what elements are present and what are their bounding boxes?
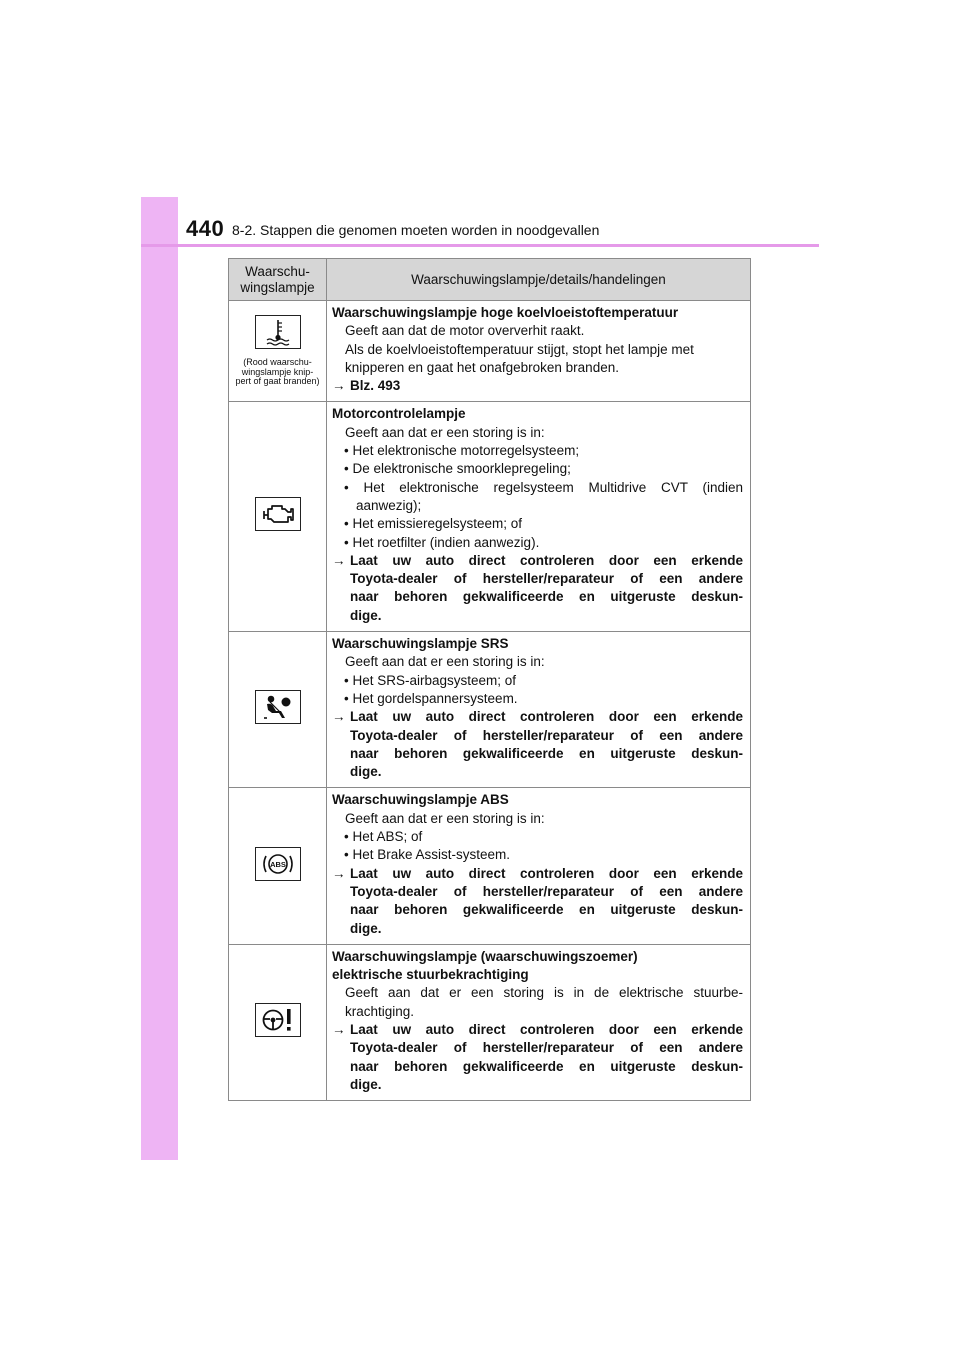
srs-airbag-icon	[255, 690, 301, 724]
description-line: Geeft aan dat er een storing is in de elektrische stuurbe-	[345, 985, 743, 1001]
arrow-icon: →	[332, 378, 346, 394]
header-divider	[141, 244, 819, 247]
coolant-temperature-icon	[255, 315, 301, 349]
list-item: • Het ABS; of	[344, 829, 423, 845]
action-line: → Laat uw auto direct controleren door een erkende Toyota-dealer of hersteller/reparateur of een andere naar behoren gekwalificeerde en uitgeruste deskun- dige.	[332, 1021, 743, 1094]
list-item: • Het emissieregelsysteem; of	[344, 516, 523, 532]
list-item: • Het roetfilter (indien aanwezig).	[344, 534, 540, 550]
icon-cell	[229, 944, 327, 1100]
arrow-icon: →	[332, 865, 346, 881]
action-line: → Laat uw auto direct controleren door een erkende Toyota-dealer of hersteller/reparateur of een andere naar behoren gekwalificeerde en uitgeruste deskun- dige.	[332, 865, 743, 938]
arrow-icon: →	[332, 1021, 346, 1037]
action-line: → Laat uw auto direct controleren door een erkende Toyota-dealer of hersteller/reparateur of een andere naar behoren gekwalificeerde en uitgeruste deskun- dige.	[332, 552, 743, 625]
abs-icon	[255, 847, 301, 881]
power-steering-icon	[255, 1003, 301, 1037]
description-cell	[327, 944, 751, 1100]
list-item: • Het Brake Assist-systeem.	[344, 847, 511, 863]
action-line: → Laat uw auto direct controleren door een erkende Toyota-dealer of hersteller/reparateur of een andere naar behoren gekwalificeerde en uitgeruste deskun- dige.	[332, 708, 743, 781]
description-cell	[327, 632, 751, 788]
check-engine-icon	[255, 497, 301, 531]
list-item: • De elektronische smoorklepregeling;	[344, 461, 571, 477]
warning-title: Waarschuwingslampje ABS	[332, 792, 509, 808]
list-item: • Het gordelspannersysteem.	[344, 690, 518, 706]
warning-title: Waarschuwingslampje SRS	[332, 636, 509, 652]
section-title: 8-2. Stappen die genomen moeten worden in noodgevallen	[232, 222, 600, 238]
description-cell	[327, 788, 751, 944]
icon-cell	[229, 402, 327, 632]
page-reference: Blz. 493	[350, 378, 401, 394]
list-item: • Het elektronische regelsysteem Multidrive CVT (indien	[344, 479, 743, 495]
description-line: Als de koelvloeistoftemperatuur stijgt, stopt het lampje met	[345, 341, 694, 357]
list-item: • Het elektronische motorregelsysteem;	[344, 443, 580, 459]
page-number: 440	[186, 216, 225, 241]
column-header-details: Waarschuwingslampje/details/handelingen	[327, 259, 751, 301]
abs-icon-label: ABS	[269, 859, 286, 869]
description-cell	[327, 402, 751, 632]
table-row	[229, 301, 751, 402]
warning-title: Waarschuwingslampje hoge koelvloeistoftemperatuur	[332, 305, 679, 320]
warning-lights-table	[228, 258, 751, 1101]
description-line: Geeft aan dat de motor oververhit raakt.	[345, 323, 585, 339]
table-row	[229, 402, 751, 632]
description-line: knipperen en gaat het onafgebroken branden.	[345, 359, 619, 375]
icon-cell	[229, 788, 327, 944]
icon-caption: (Rood waarschu- wingslampje knip- pert of gaat branden)	[235, 357, 320, 387]
table-row	[229, 788, 751, 944]
description-line: Geeft aan dat er een storing is in:	[345, 424, 545, 440]
description-line: krachtiging.	[345, 1003, 415, 1019]
chapter-tab-sidebar	[141, 197, 178, 1160]
action-line	[332, 377, 743, 395]
description-line: Geeft aan dat er een storing is in:	[345, 654, 545, 670]
icon-cell	[229, 632, 327, 788]
table-header-row	[229, 259, 751, 301]
warning-title: elektrische stuurbekrachtiging	[332, 967, 529, 983]
arrow-icon: →	[332, 552, 346, 568]
description-cell	[327, 301, 751, 402]
icon-cell	[229, 301, 327, 402]
list-item-continuation: aanwezig);	[356, 497, 422, 513]
column-header-lamp: Waarschu- wingslampje	[229, 259, 327, 301]
table-row	[229, 632, 751, 788]
list-item: • Het SRS-airbagsysteem; of	[344, 672, 517, 688]
warning-title: Waarschuwingslampje (waarschuwingszoemer)	[332, 948, 638, 964]
table-row	[229, 944, 751, 1100]
warning-title: Motorcontrolelampje	[332, 406, 466, 422]
description-line: Geeft aan dat er een storing is in:	[345, 810, 545, 826]
arrow-icon: →	[332, 709, 346, 725]
